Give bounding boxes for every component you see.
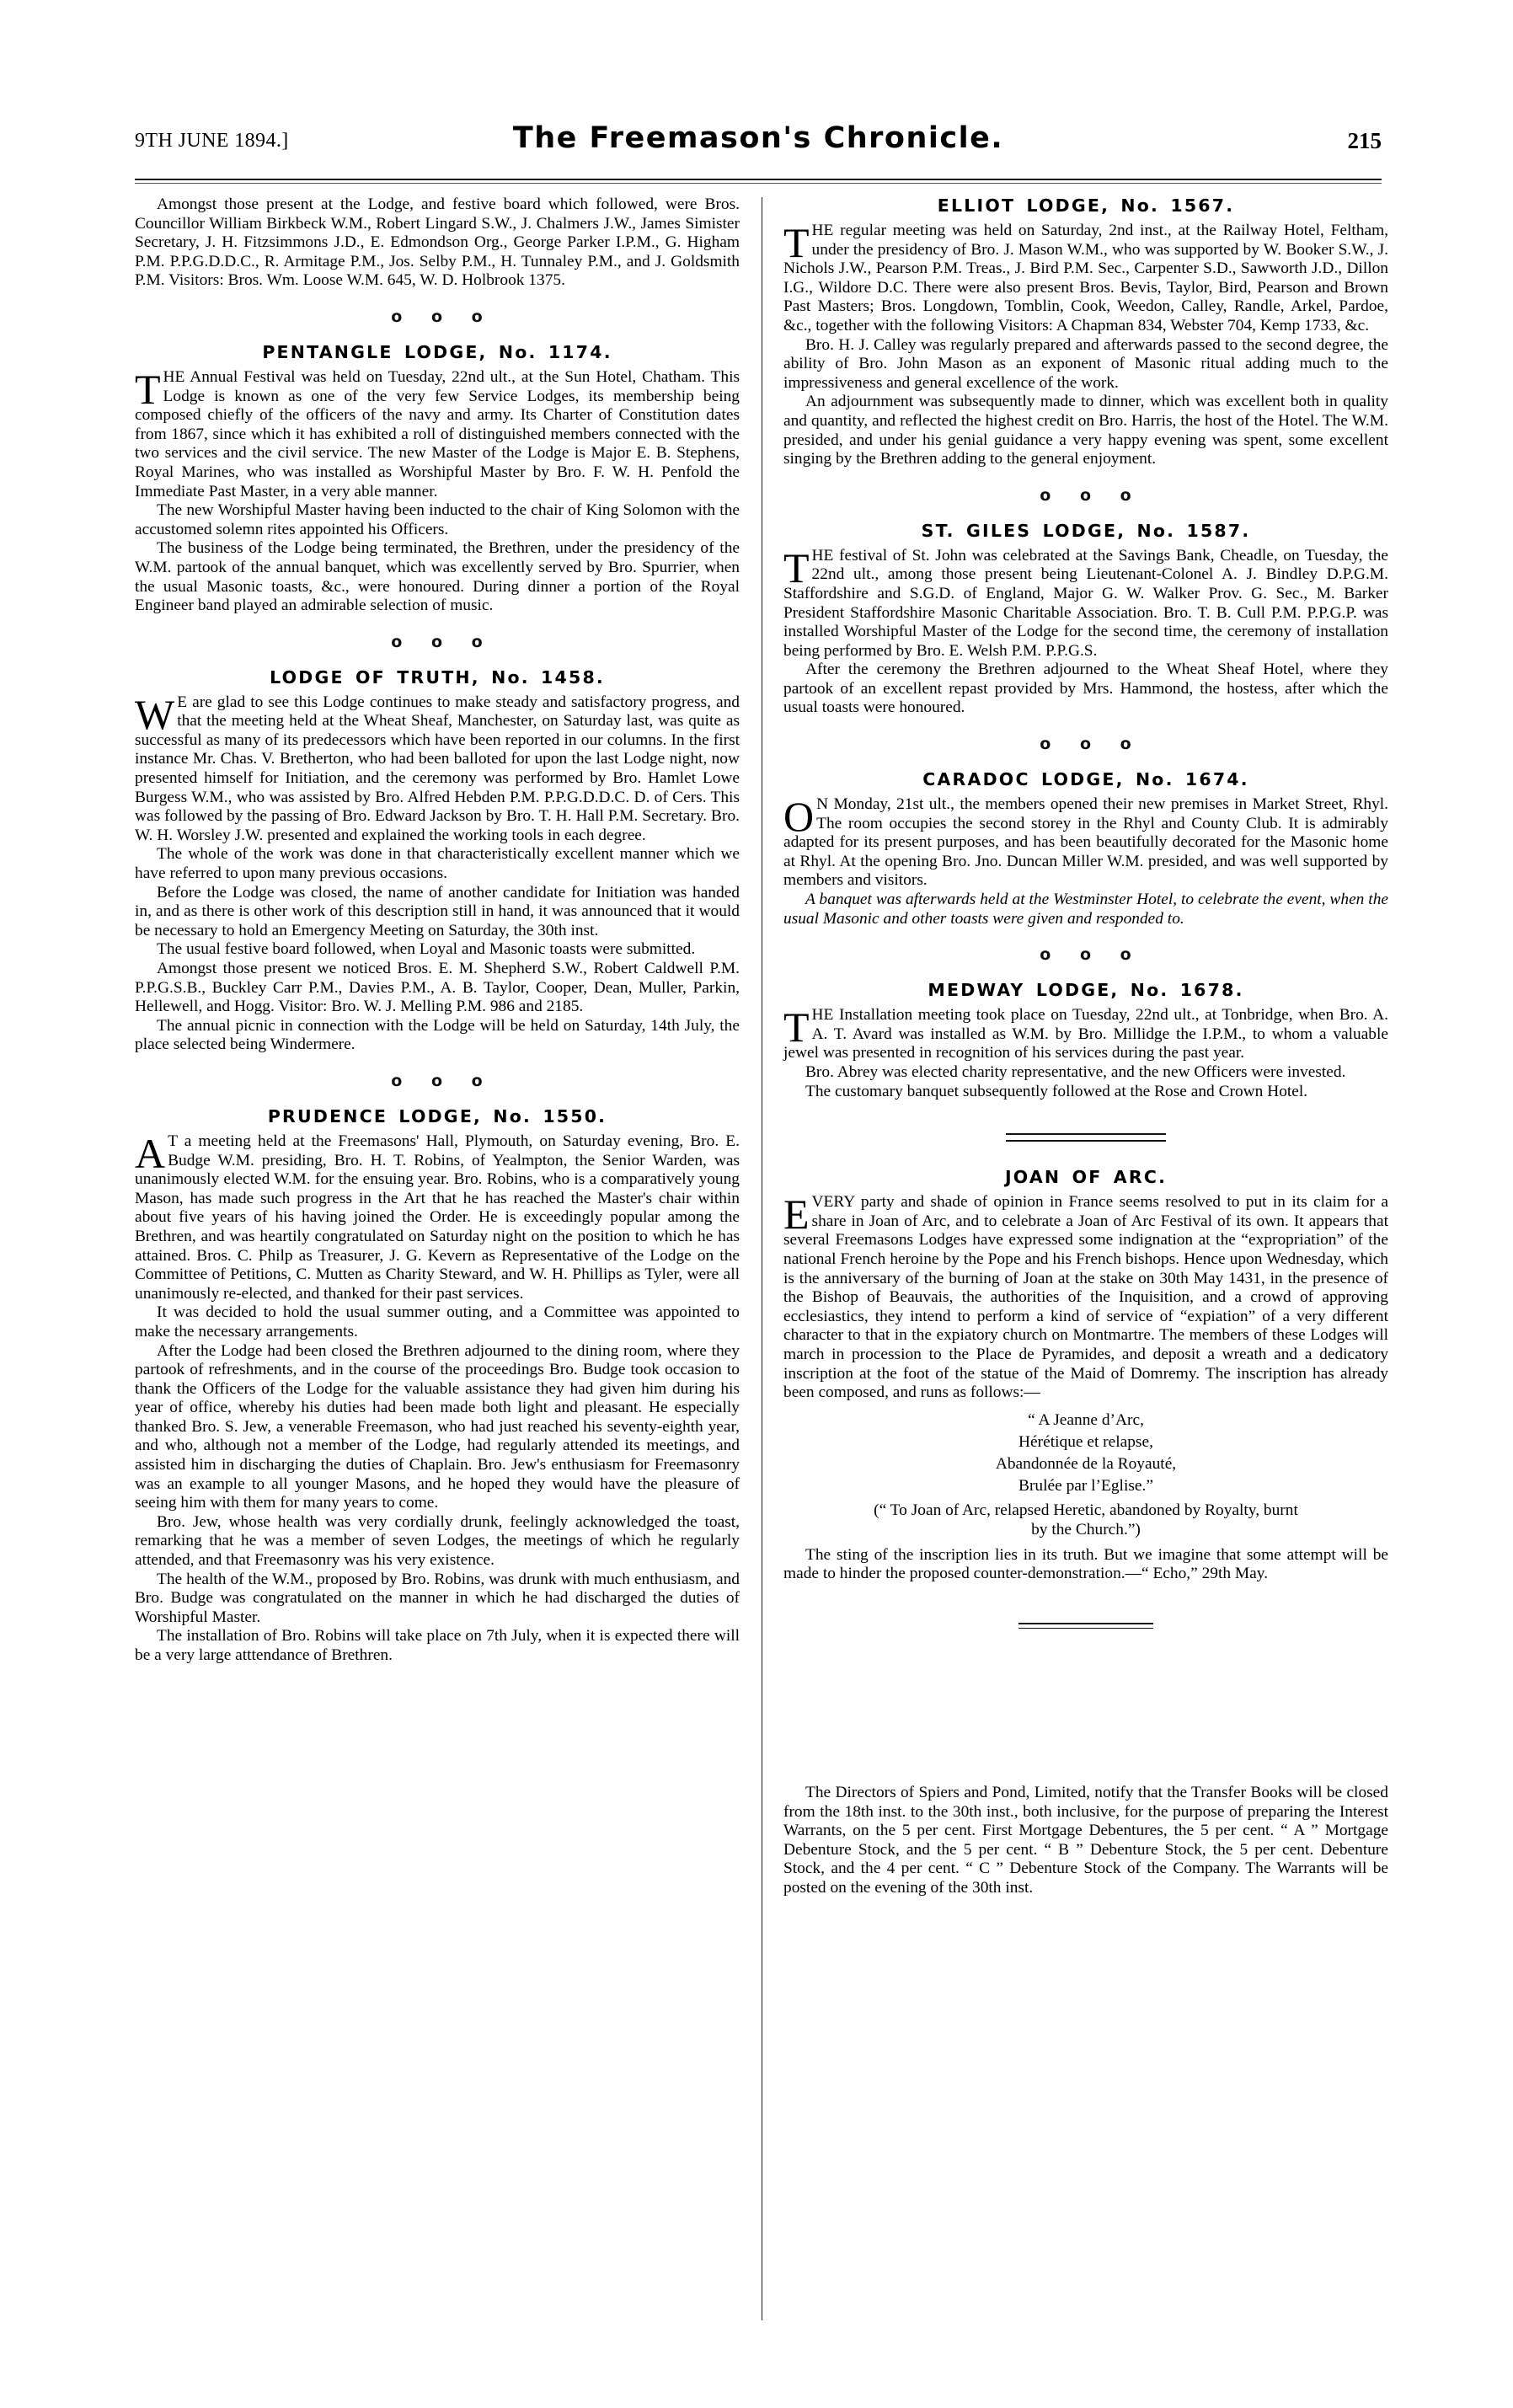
lead-paragraph-text: N Monday, 21st ult., the members opened their new premises in Market Street, Rhyl. The room occupies the second storey in the Rhyl and County Club. It is admirably adapted for its present purposes, and has been beautifully decorated for the Masonic home at Rhyl. At the opening Bro. Jno. Duncan Miller W.M. presided, and was well supported by members and visitors. [783,795,1388,890]
body-paragraph: The annual picnic in connection with the Lodge will be held on Saturday, 14th July, the place selected being Windermere. [135,1016,740,1054]
section-separator: o o o [1040,735,1132,754]
body-paragraph: Before the Lodge was closed, the name of another candidate for Initiation was handed in, and as there is other work of this description still in hand, it was announced that it would be necessary to hold an Emergency Meeting on Saturday, the 30th inst. [135,883,740,939]
masthead [135,121,1382,177]
issue-date: 9TH JUNE 1894.] [135,130,289,152]
lead-paragraph-text: HE festival of St. John was celebrated at the Savings Bank, Cheadle, on Tuesday, the 22nd ult., among those present being Lieutenant-Colonel A. J. Bindley D.P.G.M. Staffordshire and S.G.D. of England, Major G. W. Walker Prov. G. Sec., M. Barker President Staffordshire Masonic Charitable Association. Bro. T. B. Cull P.M. P.P.G.P. was installed Worshipful Master of the Lodge for the second time, the ceremony of installation being performed by Bro. E. Welsh P.M. P.P.G.S. [783,546,1388,660]
lead-paragraph [783,1193,1388,1403]
inscription-verse [783,1410,1388,1497]
section-separator: o o o [391,1071,484,1090]
drop-cap: T [135,365,161,413]
body-paragraph-italic: A banquet was afterwards held at the Westminster Hotel, to celebrate the event, when the usual Masonic and other toasts were given and responded to. [783,891,1388,928]
lead-paragraph [135,365,740,501]
verse-line: Abandonnée de la Royauté, [995,1454,1177,1473]
body-paragraph: The usual festive board followed, when Loyal and Masonic toasts were submitted. [157,940,696,959]
section-heading-caradoc-lodge: CARADOC LODGE, No. 1674. [922,769,1249,790]
body-paragraph: The customary banquet subsequently followed at the Rose and Crown Hotel. [805,1082,1308,1100]
section-heading-elliot-lodge: ELLIOT LODGE, No. 1567. [937,195,1235,216]
body-paragraph: Bro. Abrey was elected charity representative, and the new Officers were invested. [805,1063,1346,1081]
body-paragraph: Bro. H. J. Calley was regularly prepared and afterwards passed to the second degree, the ability of Bro. John Mason as an exponent of Masonic ritual adding much to the impressiveness and general excellence of the work. [783,335,1388,392]
body-paragraph: After the ceremony the Brethren adjourned to the Wheat Sheaf Hotel, where they partook of an excellent repast provided by Mrs. Hammond, the hostess, after which the usual toasts were honoured. [783,661,1388,717]
section-heading-medway-lodge: MEDWAY LODGE, No. 1678. [928,980,1244,1001]
column-container [135,195,1388,2352]
drop-cap: T [783,543,810,591]
body-paragraph: The whole of the work was done in that characteristically excellent manner which we have referred to upon many previous occasions. [135,845,740,883]
opening-paragraph: Amongst those present at the Lodge, and festive board which followed, were Bros. Councillor William Birkbeck W.M., Robert Lingard S.W., J. Chalmers J.W., James Simister Secretary, J. H. Fitzsimmons J.D., E. Edmondson Org., George Parker I.P.M., G. Higham P.M. P.P.G.D.D.C., R. Armitage P.M., Jos. Selby P.M., H. Tunnaley P.M., and J. Goldsmith P.M. Visitors: Bros. Wm. Loose W.M. 645, W. D. Holbrook 1375. [135,195,740,290]
section-heading-prudence-lodge: PRUDENCE LODGE, No. 1550. [267,1105,607,1126]
lead-paragraph [783,543,1388,661]
body-paragraph: Bro. Jew, whose health was very cordially drunk, feelingly acknowledged the toast, remarking that he was a member of seven Lodges, the meetings of which he regularly attended, and that Freemasonry was his very existence. [135,1512,740,1570]
left-column [135,195,740,2352]
lead-paragraph-text: HE Installation meeting took place on Tuesday, 22nd ult., at Tonbridge, when Bro. A. A. T. Avard was installed as W.M. by Bro. Millidge the I.P.M., to whom a valuable jewel was presented in recognition of his services during the past year. [783,1006,1388,1062]
column-spacer [783,1657,1388,1784]
masthead-rule [135,179,1382,184]
lead-paragraph [135,1129,740,1303]
section-separator: o o o [391,307,484,326]
lead-paragraph-text: E are glad to see this Lodge continues to make steady and satisfactory progress, and that the meeting held at the Wheat Sheaf, Manchester, on Saturday last, was quite as successful as many of its predecessors which have been reported in our columns. In the first instance Mr. Chas. V. Bretherton, who had been balloted for upon the last Lodge night, now presented himself for Initiation, and the ceremony was performed by Bro. Hamlet Lowe Burgess W.M., who was assisted by Bro. Alfred Hebden P.M. P.P.G.D.D.C. D. of Cers. This was followed by the passing of Bro. Edward Jackson by Bro. T. H. Hall P.M. Secretary. Bro. W. H. Worsley J.W. presented and explained the working tools in each degree. [135,693,740,844]
lead-paragraph-text: T a meeting held at the Freemasons' Hall, Plymouth, on Saturday evening, Bro. E. Budge W.M. presiding, Bro. H. T. Robins, of Yealmpton, the Senior Warden, was unanimously elected W.M. for the ensuing year. Bro. Robins, who is a comparatively young Mason, has made such progress in the Art that he has reached the Master's chair within about five years of his having joined the Order. He is exceedingly popular among the Brethren, and was heartily congratulated on Saturday night on the position to which he has attained. Bros. C. Philp as Treasurer, J. G. Kevern as Representative of the Lodge on the Committee of Petitions, C. Mutten as Charity Steward, and W. H. Phillips as Tyler, were all unanimously re-elected, and thanked for their past services. [135,1132,740,1303]
body-paragraph: The business of the Lodge being terminated, the Brethren, under the presidency of the W.M. partook of the annual banquet, which was excellently served by Bro. Spurrier, when the usual Masonic toasts, &c., were honoured. During dinner a portion of the Royal Engineer band played an admirable selection of music. [135,539,740,615]
body-paragraph: The health of the W.M., proposed by Bro. Robins, was drunk with much enthusiasm, and Bro. Budge was congratulated on the manner in which he had discharged the duties of Worshipful Master. [135,1570,740,1626]
lead-paragraph-text: HE regular meeting was held on Saturday, 2nd inst., at the Railway Hotel, Feltham, under the presidency of Bro. J. Mason W.M., who was supported by W. Booker S.W., J. Nichols J.W., Pearson P.M. Treas., J. Bird P.M. Sec., Carpenter S.D., Sawworth J.D., Dillon I.G., Wildore D.C. There were also present Bros. Bevis, Taylor, Bird, Pearson and Brown Past Masters; Bros. Longdown, Tomblin, Cook, Weedon, Calley, Randle, Arkel, Pardoe, &c., together with the following Visitors: A Chapman 834, Webster 704, Kemp 1733, &c. [783,222,1388,334]
lead-paragraph [135,690,740,846]
verse-line: Brulée par l’Eglise.” [1018,1476,1153,1495]
closing-paragraph: The sting of the inscription lies in its truth. But we imagine that some attempt will be made to hinder the proposed counter-demonstration.—“ Echo,” 29th May. [783,1545,1388,1583]
verse-line: “ A Jeanne d’Arc, [1028,1410,1144,1429]
notice-divider [1018,1623,1153,1629]
body-paragraph: It was decided to hold the usual summer outing, and a Committee was appointed to make the necessary arrangements. [135,1303,740,1340]
section-separator: o o o [391,632,484,651]
verse-translation-line: by the Church.”) [1031,1520,1141,1538]
lead-paragraph-text: VERY party and shade of opinion in France seems resolved to put in its claim for a share in Joan of Arc, and to celebrate a Joan of Arc Festival of its own. It appears that several Freemasons Lodges have expressed some indignation at the “expropriation” of the national French heroine by the Pope and his French bishops. Hence upon Wednesday, which is the anniversary of the burning of Joan at the stake on 30th May 1431, in the presence of the Bishop of Beauvais, the authorities of the Inquisition, and a crowd of approving ecclesiastics, they intend to perform a kind of service of “expiation” of a very different character to that in the expiatory church on Montmartre. The members of these Lodges will march in procession to the Place de Pyramides, and deposit a wreath and a dedicatory inscription at the foot of the statue of the Maid of Domremy. The inscription has already been composed, and runs as follows:— [783,1193,1388,1402]
article-divider [1006,1133,1166,1142]
drop-cap: E [783,1191,810,1239]
company-notice: The Directors of Spiers and Pond, Limited, notify that the Transfer Books will be closed from the 18th inst. to the 30th inst., both inclusive, for the purpose of preparing the Interest Warrants, on the 5 per cent. First Mortgage Debentures, the 5 per cent. “ A ” Mortgage Debenture Stock, and the 5 per cent. “ B ” Debenture Stock, the 5 per cent. Debenture Stock, and the 4 per cent. “ C ” Debenture Stock of the Company. The Warrants will be posted on the evening of the 30th inst. [783,1783,1388,1897]
right-column [783,195,1388,2352]
lead-paragraph-text: HE Annual Festival was held on Tuesday, 22nd ult., at the Sun Hotel, Chatham. This Lodge is known as one of the very few Service Lodges, its membership being composed chiefly of the officers of the navy and army. Its Charter of Constitution dates from 1867, since which it has exhibited a roll of distinguished members connected with the two services and the civil service. The new Master of the Lodge is Major E. B. Stephens, Royal Marines, who was installed as Worshipful Master by Bro. F. W. H. Penfold the Immediate Past Master, in a very able manner. [135,367,740,500]
drop-cap: T [783,1003,810,1051]
body-paragraph: After the Lodge had been closed the Brethren adjourned to the dining room, where they partook of refreshments, and in the course of the proceedings Bro. Budge took occasion to thank the Officers of the Lodge for the valuable assistance they had given him during his year of office, whereby his duties had been made both light and pleasant. He especially thanked Bro. S. Jew, a venerable Freemason, who had just reached his seventy-eighth year, and who, although not a member of the Lodge, had regularly attended its meetings, and assisted him in discharging the duties of Chaplain. Bro. Jew's enthusiasm for Freemasonry was an example to all younger Masons, and he hoped they would have the pleasure of seeing him with them for many years to come. [135,1341,740,1512]
drop-cap: W [135,690,175,738]
section-heading-st-giles-lodge: ST. GILES LODGE, No. 1587. [921,520,1251,541]
section-separator: o o o [1040,485,1132,505]
verse-translation [783,1501,1388,1539]
body-paragraph: Amongst those present we noticed Bros. E. M. Shepherd S.W., Robert Caldwell P.M. P.P.G.S.B., Buckley Carr P.M., Davies P.M., A. B. Taylor, Cooper, Dean, Muller, Parkin, Hellewell, and Hogg. Visitor: Bro. W. J. Melling P.M. 986 and 2185. [135,960,740,1016]
section-heading-lodge-of-truth: LODGE OF TRUTH, No. 1458. [270,666,605,688]
lead-paragraph [783,219,1388,336]
article-heading-joan-of-arc: JOAN OF ARC. [1004,1167,1168,1188]
body-paragraph: An adjournment was subsequently made to dinner, which was excellent both in quality and quantity, and reflected the highest credit on Bro. Harris, the host of the Hotel. The W.M. presided, and under his genial guidance a very happy evening was spent, some excellent singing by the Brethren adding to the general enjoyment. [783,393,1388,468]
page-number: 215 [1347,128,1382,153]
body-paragraph: The installation of Bro. Robins will take place on 7th July, when it is expected there will be a very large atttendance of Brethren. [135,1627,740,1664]
drop-cap: T [783,219,810,266]
lead-paragraph [783,795,1388,891]
verse-line: Hérétique et relapse, [1018,1432,1153,1451]
section-heading-pentangle-lodge: PENTANGLE LODGE, No. 1174. [262,341,612,362]
drop-cap: A [135,1129,166,1177]
publication-title: The Freemason's Chronicle. [512,121,1004,155]
lead-paragraph [783,1003,1388,1063]
verse-translation-line: (“ To Joan of Arc, relapsed Heretic, abandoned by Royalty, burnt [874,1501,1298,1519]
drop-cap: O [783,793,815,841]
section-separator: o o o [1040,945,1132,965]
body-paragraph: The new Worshipful Master having been inducted to the chair of King Solomon with the accustomed solemn rites appointed his Officers. [135,501,740,538]
